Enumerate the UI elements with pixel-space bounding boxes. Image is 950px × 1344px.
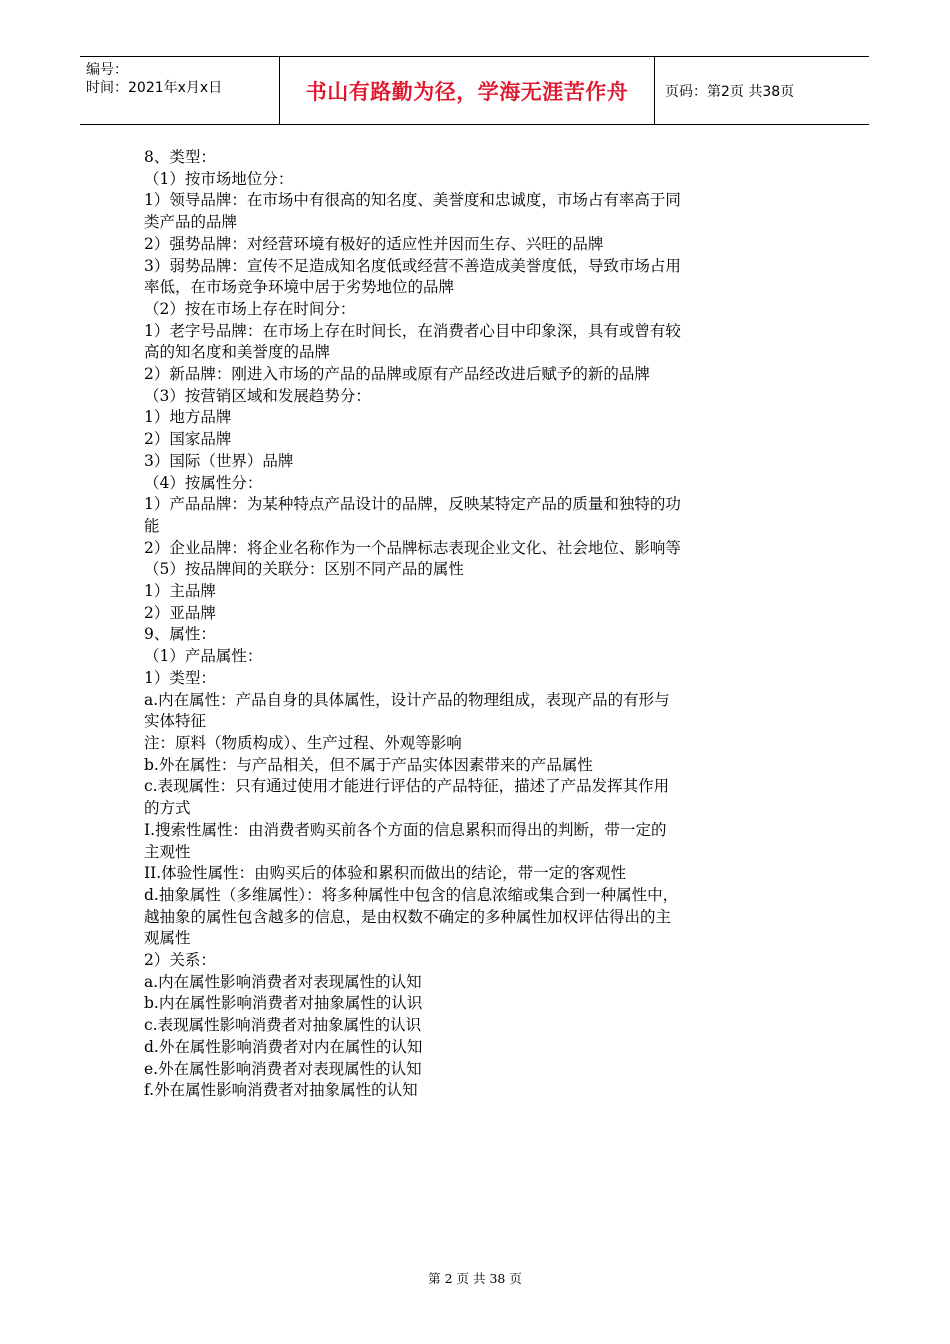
text-line: （4）按属性分：	[144, 473, 263, 492]
text-line: 主观性	[144, 842, 191, 861]
text-line: 观属性	[144, 929, 191, 948]
text-line: 9、属性：	[144, 625, 216, 644]
text-line: a.内在属性：产品自身的具体属性，设计产品的物理组成，表现产品的有形与	[144, 690, 670, 709]
footer-page-number: 第 2 页 共 38 页	[428, 1271, 522, 1286]
text-line: d.外在属性影响消费者对内在属性的认知	[144, 1037, 423, 1056]
header-left-cell	[80, 57, 280, 124]
document-body	[144, 147, 809, 1102]
page-info: 页码：第2页 共38页	[665, 83, 795, 100]
text-line: 1）领导品牌：在市场中有很高的知名度、美誉度和忠诚度，市场占有率高于同	[144, 191, 681, 210]
text-line: 2）新品牌：刚进入市场的产品的品牌或原有产品经改进后赋予的新的品牌	[144, 365, 650, 384]
text-line: d.抽象属性（多维属性）：将多种属性中包含的信息浓缩或集合到一种属性中，	[144, 885, 679, 904]
text-line: 1）地方品牌	[144, 408, 232, 427]
header-page-cell	[655, 57, 869, 124]
text-line: 高的知名度和美誉度的品牌	[144, 343, 331, 362]
text-line: a.内在属性影响消费者对表现属性的认知	[144, 972, 422, 991]
text-line: b.内在属性影响消费者对抽象属性的认识	[144, 994, 423, 1013]
text-line: 2）亚品牌	[144, 603, 216, 622]
text-line: 实体特征	[144, 712, 207, 731]
text-line: 的方式	[144, 799, 191, 818]
text-line: 2）企业品牌：将企业名称作为一个品牌标志表现企业文化、社会地位、影响等	[144, 538, 681, 557]
text-line: c.表现属性影响消费者对抽象属性的认识	[144, 1016, 422, 1035]
text-line: 3）弱势品牌：宣传不足造成知名度低或经营不善造成美誉度低，导致市场占用	[144, 256, 681, 275]
text-line: （3）按营销区域和发展趋势分：	[144, 386, 371, 405]
text-line: II.体验性属性：由购买后的体验和累积而做出的结论，带一定的客观性	[144, 864, 627, 883]
text-line: 越抽象的属性包含越多的信息，是由权数不确定的多种属性加权评估得出的主	[144, 907, 672, 926]
text-line: （1）按市场地位分：	[144, 169, 294, 188]
text-line: （5）按品牌间的关联分：区别不同产品的属性	[144, 560, 464, 579]
text-line: 2）关系：	[144, 951, 216, 970]
text-line: b.外在属性：与产品相关，但不属于产品实体因素带来的产品属性	[144, 755, 593, 774]
text-line: 注：原料（物质构成）、生产过程、外观等影响	[144, 733, 462, 752]
text-line: 3）国际（世界）品牌	[144, 451, 294, 470]
text-line: （2）按在市场上存在时间分：	[144, 299, 356, 318]
text-line: 能	[144, 516, 160, 535]
text-line: （1）产品属性：	[144, 647, 263, 666]
text-line: I.搜索性属性：由消费者购买前各个方面的信息累积而得出的判断，带一定的	[144, 820, 667, 839]
text-line: e.外在属性影响消费者对表现属性的认知	[144, 1059, 422, 1078]
text-line: f.外在属性影响消费者对抽象属性的认知	[144, 1081, 418, 1100]
header-motto-cell	[280, 57, 655, 124]
motto-text: 书山有路勤为径，学海无涯苦作舟	[305, 79, 629, 104]
page-header	[80, 56, 869, 125]
page-footer	[0, 1269, 950, 1287]
text-line: 2）强势品牌：对经营环境有极好的适应性并因而生存、兴旺的品牌	[144, 234, 604, 253]
text-line: 1）产品品牌：为某种特点产品设计的品牌，反映某特定产品的质量和独特的功	[144, 495, 681, 514]
text-line: 类产品的品牌	[144, 213, 238, 232]
serial-label: 编号：	[86, 62, 128, 78]
date-label: 时间：2021年x月x日	[86, 80, 223, 96]
text-line: 1）老字号品牌：在市场上存在时间长，在消费者心目中印象深，具有或曾有较	[144, 321, 681, 340]
text-line: 1）类型：	[144, 668, 216, 687]
text-line: 2）国家品牌	[144, 430, 232, 449]
text-line: 8、类型：	[144, 148, 216, 166]
text-line: c.表现属性：只有通过使用才能进行评估的产品特征，描述了产品发挥其作用	[144, 777, 670, 796]
text-line: 率低，在市场竞争环境中居于劣势地位的品牌	[144, 278, 455, 297]
text-line: 1）主品牌	[144, 582, 216, 601]
